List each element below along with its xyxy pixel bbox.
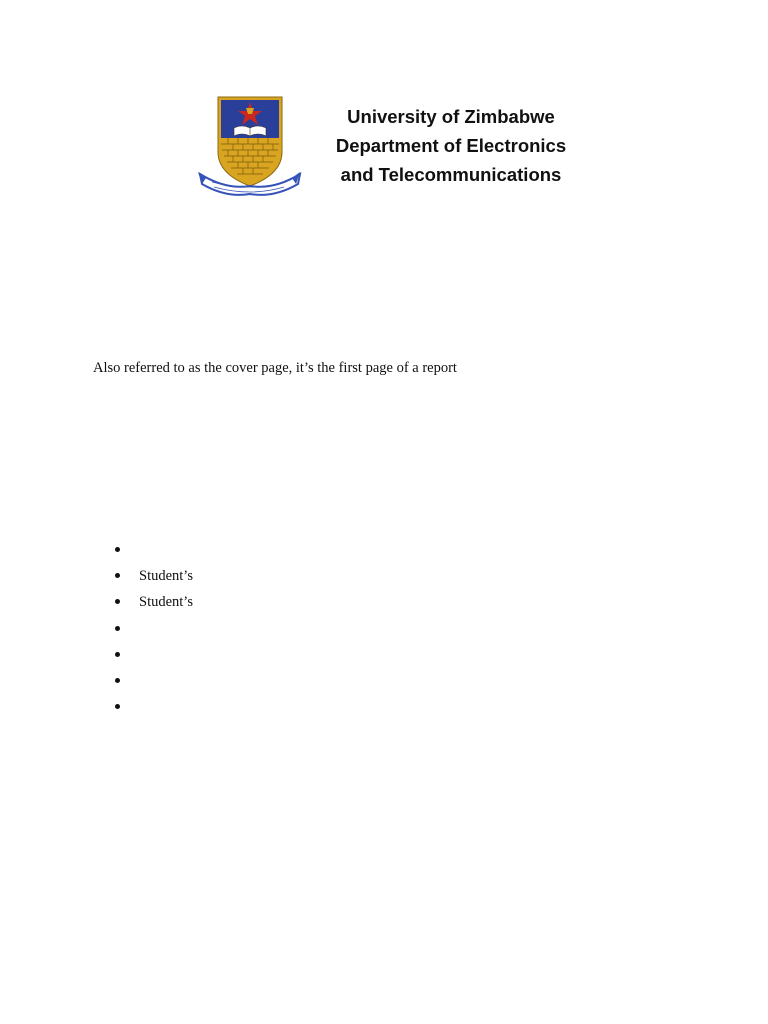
list-item-text: Student’s (139, 594, 193, 611)
bullet-dot-icon (115, 599, 120, 604)
list-item (115, 616, 193, 642)
bullet-dot-icon (115, 678, 120, 683)
list-item (115, 694, 193, 720)
bullet-dot-icon (115, 547, 120, 552)
title-line-department: Department of Electronics (335, 135, 567, 156)
title-line-telecom: and Telecommunications (340, 164, 562, 185)
list-item (115, 589, 193, 615)
list-item (115, 642, 193, 668)
bullet-dot-icon (115, 652, 120, 657)
list-item (115, 668, 193, 694)
title-line-university: University of Zimbabwe (347, 106, 555, 127)
bullet-dot-icon (115, 573, 120, 578)
bullet-dot-icon (115, 704, 120, 709)
bullet-list (115, 537, 193, 720)
department-title (320, 102, 582, 189)
intro-paragraph: Also referred to as the cover page, it’s the first page of a report (93, 360, 457, 376)
header-banner (192, 92, 582, 200)
list-item (115, 563, 193, 589)
bullet-dot-icon (115, 626, 120, 631)
university-crest-icon (196, 94, 302, 198)
list-item-text: Student’s (139, 568, 193, 585)
list-item (115, 537, 193, 563)
